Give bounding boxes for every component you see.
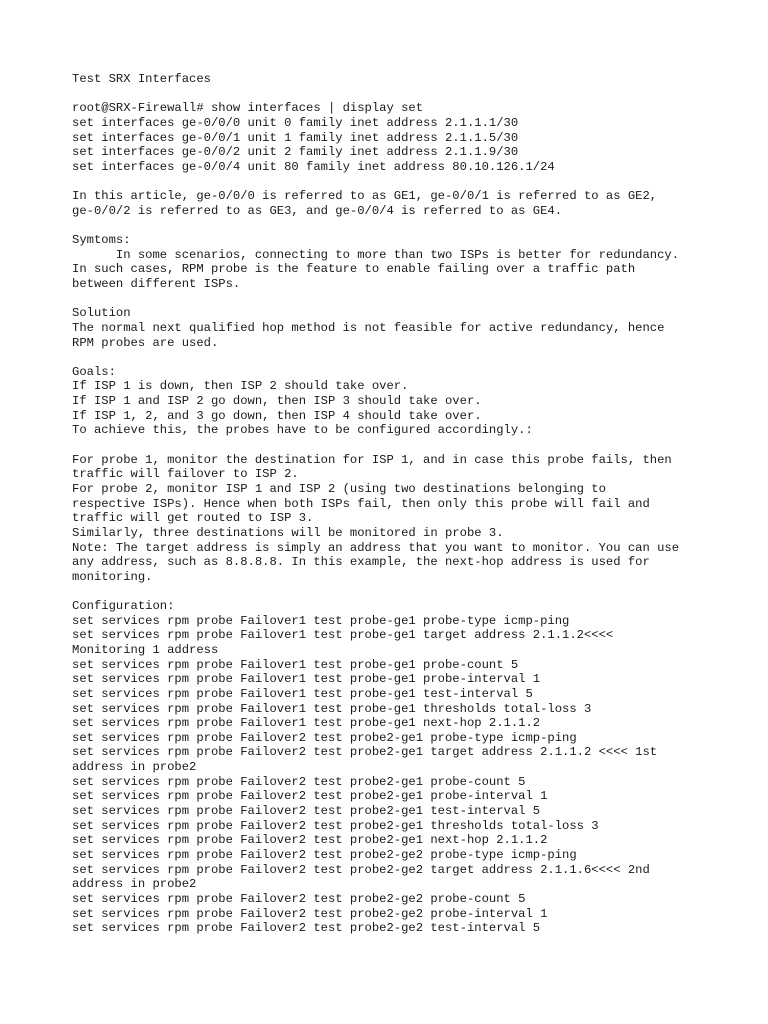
goal-line: If ISP 1 is down, then ISP 2 should take over.	[72, 379, 409, 394]
document-page	[72, 72, 752, 936]
config-line: set services rpm probe Failover1 test probe-ge1 probe-type icmp-ping	[72, 613, 570, 628]
note-line: monitoring.	[72, 569, 153, 584]
paragraph-line: For probe 2, monitor ISP 1 and ISP 2 (using two destinations belonging to	[72, 481, 606, 496]
blank-line	[72, 87, 752, 102]
interface-config-line: set interfaces ge-0/0/0 unit 0 family inet address 2.1.1.1/30	[72, 115, 519, 130]
config-line: address in probe2	[72, 877, 197, 892]
paragraph-line: In such cases, RPM probe is the feature to enable failing over a traffic path	[72, 262, 636, 277]
config-line: set services rpm probe Failover2 test probe2-ge1 thresholds total-loss 3	[72, 818, 599, 833]
config-line: set services rpm probe Failover1 test probe-ge1 test-interval 5	[72, 686, 533, 701]
config-line: set services rpm probe Failover2 test probe2-ge1 next-hop 2.1.1.2	[72, 833, 548, 848]
config-line: set services rpm probe Failover1 test probe-ge1 target address 2.1.1.2<<<<	[72, 628, 614, 643]
paragraph-line: traffic will get routed to ISP 3.	[72, 511, 314, 526]
config-line: address in probe2	[72, 760, 197, 775]
blank-line	[72, 218, 752, 233]
paragraph-line: between different ISPs.	[72, 276, 241, 291]
blank-line	[72, 174, 752, 189]
interface-config-line: set interfaces ge-0/0/1 unit 1 family inet address 2.1.1.5/30	[72, 130, 519, 145]
config-line: set services rpm probe Failover1 test probe-ge1 probe-count 5	[72, 657, 519, 672]
paragraph-line: Similarly, three destinations will be monitored in probe 3.	[72, 525, 504, 540]
config-line: set services rpm probe Failover1 test probe-ge1 probe-interval 1	[72, 672, 541, 687]
config-line: set services rpm probe Failover2 test probe2-ge1 probe-count 5	[72, 774, 526, 789]
interface-config-line: set interfaces ge-0/0/4 unit 80 family inet address 80.10.126.1/24	[72, 159, 555, 174]
config-line: set services rpm probe Failover2 test probe2-ge1 probe-type icmp-ping	[72, 730, 577, 745]
config-line: set services rpm probe Failover2 test probe2-ge1 probe-interval 1	[72, 789, 548, 804]
config-line: set services rpm probe Failover2 test probe2-ge2 probe-type icmp-ping	[72, 847, 577, 862]
config-line: set services rpm probe Failover2 test probe2-ge2 target address 2.1.1.6<<<< 2nd	[72, 862, 650, 877]
paragraph-line: respective ISPs). Hence when both ISPs fail, then only this probe will fail and	[72, 496, 650, 511]
config-line: set services rpm probe Failover2 test probe2-ge1 target address 2.1.1.2 <<<< 1st	[72, 745, 658, 760]
config-line: set services rpm probe Failover2 test probe2-ge2 probe-count 5	[72, 891, 526, 906]
paragraph-line: For probe 1, monitor the destination for ISP 1, and in case this probe fails, then	[72, 452, 672, 467]
blank-line	[72, 584, 752, 599]
note-line: Note: The target address is simply an address that you want to monitor. You can use	[72, 540, 680, 555]
paragraph-line: traffic will failover to ISP 2.	[72, 467, 299, 482]
section-heading-solution: Solution	[72, 306, 131, 321]
config-line: set services rpm probe Failover2 test probe2-ge1 test-interval 5	[72, 804, 541, 819]
config-line: set services rpm probe Failover1 test probe-ge1 thresholds total-loss 3	[72, 701, 592, 716]
paragraph-line: The normal next qualified hop method is not feasible for active redundancy, hence	[72, 320, 665, 335]
paragraph-line: In this article, ge-0/0/0 is referred to as GE1, ge-0/0/1 is referred to as GE2,	[72, 189, 658, 204]
config-line: Monitoring 1 address	[72, 642, 219, 657]
config-line: set services rpm probe Failover2 test probe2-ge2 test-interval 5	[72, 921, 541, 936]
paragraph-line: In some scenarios, connecting to more than two ISPs is better for redundancy.	[72, 247, 680, 262]
paragraph-line: ge-0/0/2 is referred to as GE3, and ge-0/0/4 is referred to as GE4.	[72, 203, 563, 218]
section-heading-configuration: Configuration:	[72, 599, 175, 614]
goal-line: If ISP 1, 2, and 3 go down, then ISP 4 should take over.	[72, 408, 482, 423]
interface-config-line: set interfaces ge-0/0/2 unit 2 family inet address 2.1.1.9/30	[72, 145, 519, 160]
doc-title: Test SRX Interfaces	[72, 72, 211, 86]
config-line: set services rpm probe Failover1 test probe-ge1 next-hop 2.1.1.2	[72, 716, 541, 731]
goal-line: To achieve this, the probes have to be configured accordingly.:	[72, 423, 533, 438]
section-heading-symptoms: Symtoms:	[72, 233, 131, 248]
cli-command: root@SRX-Firewall# show interfaces | display set	[72, 101, 424, 116]
blank-line	[72, 292, 752, 307]
note-line: any address, such as 8.8.8.8. In this example, the next-hop address is used for	[72, 555, 650, 570]
section-heading-goals: Goals:	[72, 364, 116, 379]
config-line: set services rpm probe Failover2 test probe2-ge2 probe-interval 1	[72, 906, 548, 921]
paragraph-line: RPM probes are used.	[72, 335, 219, 350]
blank-line	[72, 350, 752, 365]
blank-line	[72, 438, 752, 453]
goal-line: If ISP 1 and ISP 2 go down, then ISP 3 should take over.	[72, 394, 482, 409]
